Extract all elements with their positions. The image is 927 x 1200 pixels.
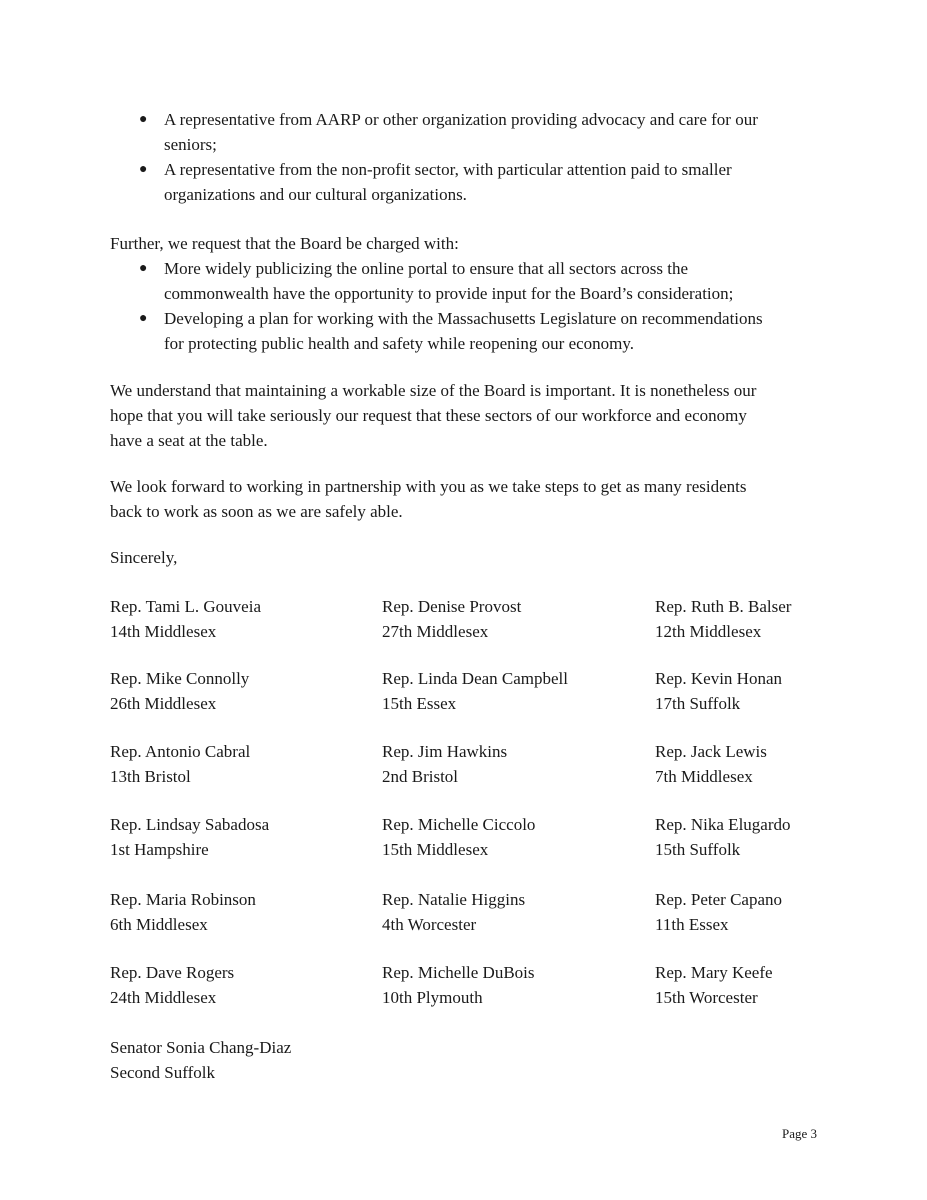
signatory (382, 812, 535, 862)
signatory (110, 812, 269, 862)
signatory-district: 15th Middlesex (382, 840, 489, 859)
bullet-item-nonprofit (110, 157, 830, 207)
signatory (110, 887, 256, 937)
signatory-name: Rep. Peter Capano (655, 890, 782, 909)
bullet-item-portal (110, 256, 830, 306)
signatory (655, 739, 767, 789)
signatory-district: 15th Worcester (655, 988, 758, 1007)
paragraph-line: hope that you will take seriously our request that these sectors of our workforce and economy (110, 406, 747, 425)
charge-intro: Further, we request that the Board be charged with: (110, 234, 459, 253)
signatory (110, 1035, 291, 1085)
signatory-name: Rep. Dave Rogers (110, 963, 235, 982)
signatory-name: Senator Sonia Chang-Diaz (110, 1038, 292, 1057)
signatory-district: 6th Middlesex (110, 915, 208, 934)
signatory (655, 666, 782, 716)
signatory-district: Second Suffolk (110, 1063, 215, 1082)
signatory-name: Rep. Jim Hawkins (382, 742, 508, 761)
bullet-line: A representative from the non-profit sector, with particular attention paid to smaller (164, 160, 732, 179)
signatory-name: Rep. Lindsay Sabadosa (110, 815, 270, 834)
signatory-district: 14th Middlesex (110, 622, 217, 641)
signatory-district: 27th Middlesex (382, 622, 489, 641)
bullet-icon: ● (139, 261, 148, 276)
paragraph-line: We understand that maintaining a workable size of the Board is important. It is nonetheless our (110, 381, 757, 400)
signatory-district: 15th Suffolk (655, 840, 741, 859)
signatory (382, 594, 521, 644)
signatory-name: Rep. Tami L. Gouveia (110, 597, 261, 616)
bullet-line: for protecting public health and safety while reopening our economy. (164, 334, 635, 353)
signatory (110, 739, 250, 789)
bullet-icon: ● (139, 112, 148, 127)
signatory-district: 1st Hampshire (110, 840, 209, 859)
paragraph-line: back to work as soon as we are safely able. (110, 502, 403, 521)
signatory-district: 24th Middlesex (110, 988, 217, 1007)
signatory (382, 739, 507, 789)
bullet-line: A representative from AARP or other organization providing advocacy and care for our (164, 110, 758, 129)
signatory-district: 2nd Bristol (382, 767, 459, 786)
signatory-name: Rep. Michelle Ciccolo (382, 815, 536, 834)
signatory-district: 13th Bristol (110, 767, 191, 786)
signatory (382, 666, 568, 716)
signatory (382, 887, 525, 937)
bullet-line: organizations and our cultural organizations. (164, 185, 467, 204)
signatory (655, 960, 773, 1010)
bullet-line: commonwealth have the opportunity to provide input for the Board’s consideration; (164, 284, 734, 303)
signatory (655, 887, 782, 937)
page-number: Page 3 (781, 1126, 817, 1141)
signatory (110, 594, 261, 644)
representative-bullet-list (110, 107, 830, 207)
signatory-name: Rep. Kevin Honan (655, 669, 783, 688)
paragraph-line: have a seat at the table. (110, 431, 268, 450)
bullet-line: Developing a plan for working with the Massachusetts Legislature on recommendations (164, 309, 763, 328)
signatory-name: Rep. Ruth B. Balser (655, 597, 792, 616)
charge-bullet-list (110, 256, 830, 356)
signatory (110, 960, 234, 1010)
signatory-district: 26th Middlesex (110, 694, 217, 713)
signatory-district: 4th Worcester (382, 915, 477, 934)
bullet-item-aarp (110, 107, 830, 157)
bullet-item-legislature (110, 306, 830, 356)
signatory-name: Rep. Linda Dean Campbell (382, 669, 569, 688)
signatory-name: Rep. Mike Connolly (110, 669, 250, 688)
signatory-name: Rep. Antonio Cabral (110, 742, 251, 761)
signatory-district: 17th Suffolk (655, 694, 741, 713)
signatory-name: Rep. Mary Keefe (655, 963, 773, 982)
bullet-icon: ● (139, 311, 148, 326)
signatory (110, 666, 249, 716)
signatory-district: 7th Middlesex (655, 767, 753, 786)
signatory (382, 960, 535, 1010)
signatory-name: Rep. Natalie Higgins (382, 890, 526, 909)
signatory-name: Rep. Maria Robinson (110, 890, 256, 909)
signatory-district: 11th Essex (655, 915, 729, 934)
signatory-name: Rep. Nika Elugardo (655, 815, 791, 834)
bullet-line: More widely publicizing the online portal to ensure that all sectors across the (164, 259, 689, 278)
signatory-district: 12th Middlesex (655, 622, 762, 641)
signatory-name: Rep. Denise Provost (382, 597, 522, 616)
signatory-name: Rep. Jack Lewis (655, 742, 767, 761)
signatory-name: Rep. Michelle DuBois (382, 963, 535, 982)
bullet-icon: ● (139, 162, 148, 177)
bullet-line: seniors; (164, 135, 217, 154)
signatory-district: 10th Plymouth (382, 988, 483, 1007)
signatory-district: 15th Essex (382, 694, 457, 713)
signatory (655, 812, 791, 862)
closing: Sincerely, (110, 548, 178, 567)
paragraph-line: We look forward to working in partnership with you as we take steps to get as many residents (110, 477, 747, 496)
signatory (655, 594, 791, 644)
